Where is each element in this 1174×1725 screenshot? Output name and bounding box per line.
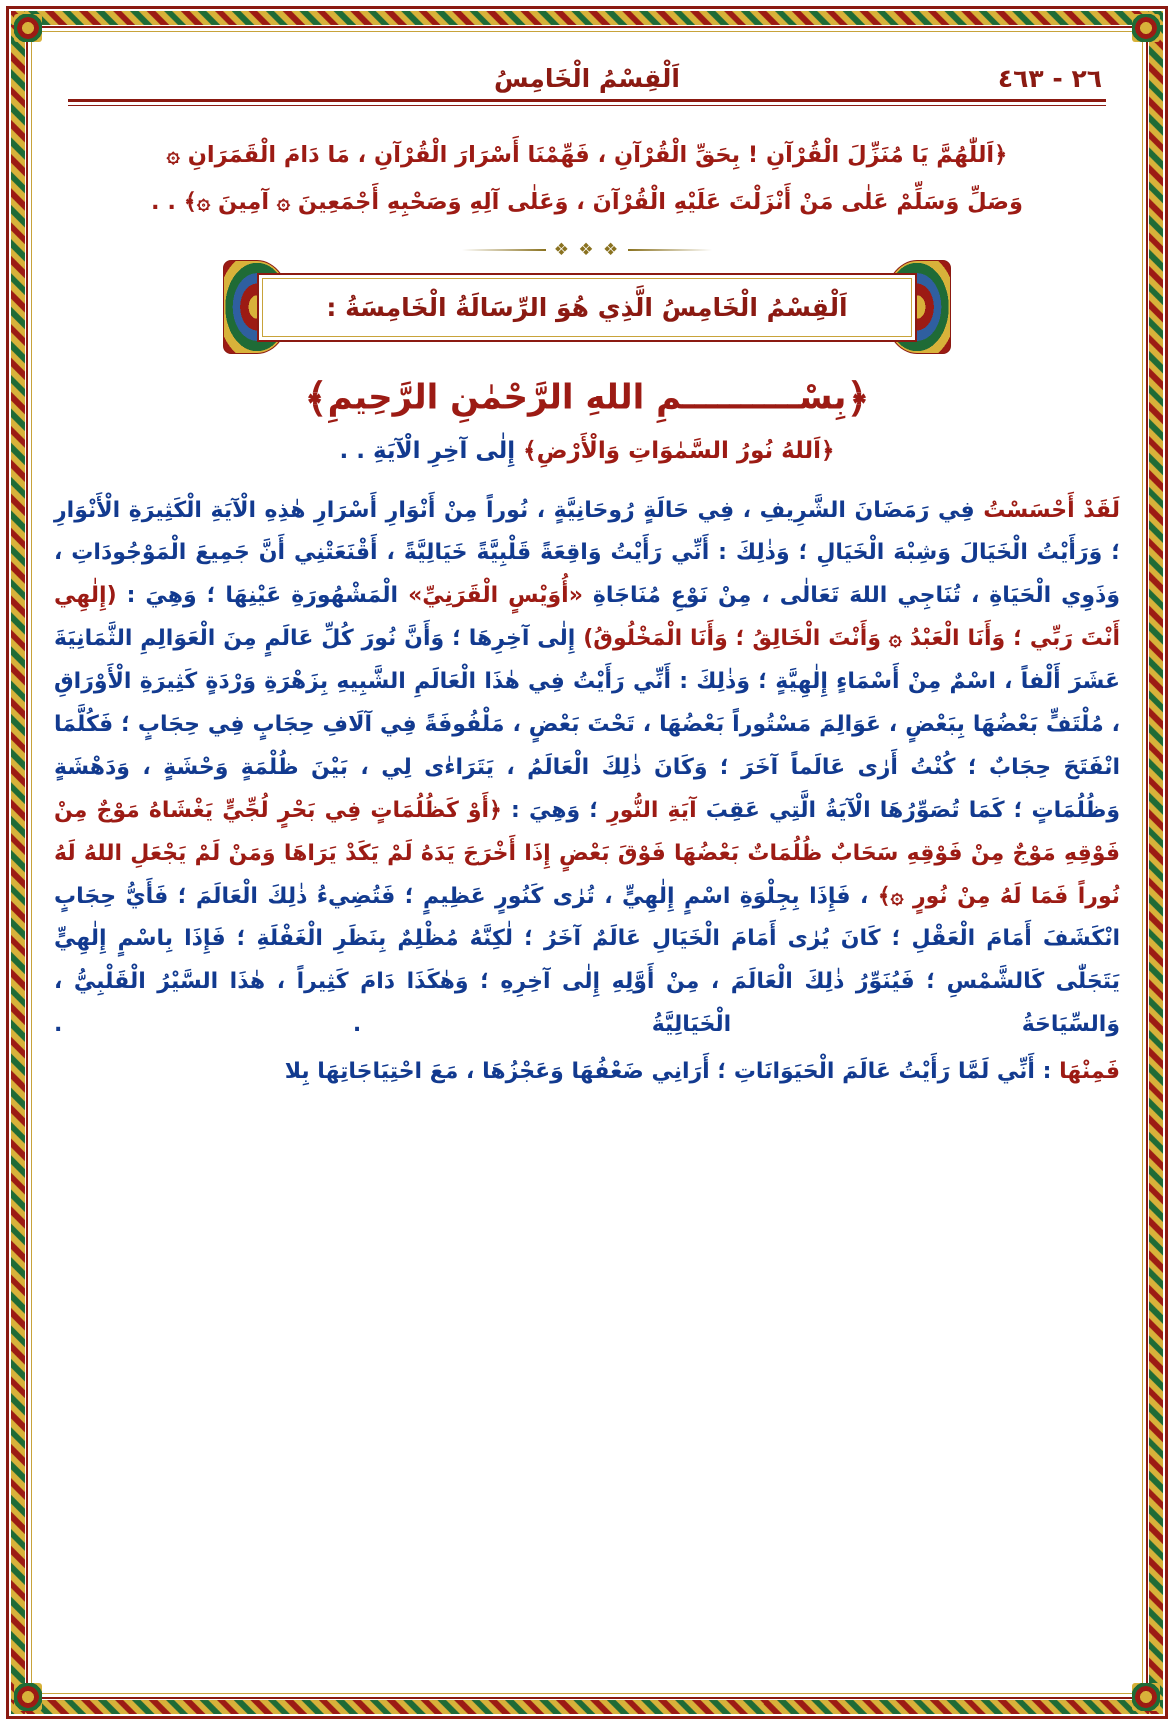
corner-rosette-icon (1132, 14, 1160, 42)
basmala (48, 376, 1126, 422)
page-number: ٢٦ - ٤٦٣ (997, 64, 1102, 93)
paragraph-4-text: : أَنِّي لَمَّا رَأَيْتُ عَالَمَ الْحَيَوَانَاتِ ؛ أَرَانِي ضَعْفُهَا وَعَجْزُهَا ، مَعَ احْتِيَاجَاتِهَا بِلا (284, 1059, 1060, 1085)
quran-quotation: ﴿أَوْ كَظُلُمَاتٍ فِي بَحْرٍ لُجِّيٍّ يَغْشَاهُ مَوْجٌ مِنْ فَوْقِهِ مَوْجٌ مِنْ فَوْقِهِ سَحَابٌ ظُلُمَاتٌ بَعْضُهَا فَوْقَ بَعْضٍ إِذَا أَخْرَجَ يَدَهُ لَمْ يَكَدْ يَرَاهَا وَمَنْ لَمْ يَجْعَلِ اللهُ لَهُ نُوراً فَمَا لَهُ مِنْ نُورٍ ۞﴾ (54, 797, 1121, 909)
ornamental-divider-icon: ❖ ❖ ❖ (462, 241, 712, 259)
basmala-flourish-left-icon: ﴾ (304, 375, 328, 422)
header-divider-thin (68, 105, 1106, 106)
supplication-line-1: ﴿اَللّٰهُمَّ يَا مُنَزِّلَ الْقُرْآنِ ! بِحَقِّ الْقُرْآنِ ، فَهِّمْنَا أَسْرَارَ الْقُرْآنِ ، مَا دَامَ الْقَمَرَانِ ۞ (166, 142, 1008, 168)
ayah-heading (48, 438, 1126, 464)
paragraph-4 (54, 1051, 1120, 1094)
paragraph-1-highlight-uways: «أُوَيْسٍ الْقَرَنِيِّ» (408, 583, 583, 609)
paragraph-1-lead: لَقَدْ أَحْسَسْتُ (983, 497, 1121, 523)
paragraph-1-continuation: إِلٰى آخِرِهَا ؛ وَأَنَّ نُورَ كُلِّ عَالَمٍ مِنَ الْعَوَالِمِ الثَّمَانِيَةَ عَشَرَ أَلْفاً ، اسْمٌ مِنْ أَسْمَاءٍ إِلٰهِيَّةٍ ؛ وَذٰلِكَ : أَنِّي رَأَيْتُ فِي هٰذَا الْعَالَمِ الشَّبِيهِ بِزَهْرَةِ وَرْدَةٍ كَثِيرَةِ الْأَوْرَاقِ ، مُلْتَفٍّ بَعْضُهَا بِبَعْضٍ ، عَوَالِمَ مَسْتُوراً بَعْضُهَا ، تَحْتَ بَعْضٍ ، مَلْفُوفَةً فِي آلَافِ حِجَابٍ فِي حِجَابٍ ؛ فَكُلَّمَا انْفَتَحَ حِجَابٌ ؛ كُنْتُ أَرٰى عَالَماً آخَرَ ؛ وَكَانَ ذٰلِكَ الْعَالَمُ ، يَتَرَاءٰى لِي ، بَيْنَ ظُلْمَةٍ وَحْشَةٍ ، وَدَهْشَةٍ وَظُلُمَاتٍ ؛ كَمَا تُصَوِّرُهَا الْآيَةُ الَّتِي عَقِبَ (54, 626, 1121, 823)
ayat-an-nur-reference: آيَةِ النُّورِ (607, 797, 697, 823)
page-title: اَلْقِسْمُ الْخَامِسُ (494, 64, 680, 93)
section-title-block (257, 273, 917, 342)
corner-rosette-icon (14, 14, 42, 42)
ayah-continuation: إِلٰى آخِرِ الْآيَةِ . . (339, 437, 516, 464)
basmala-flourish-right-icon: ﴿ (846, 375, 870, 422)
paragraph-1-tail: ؛ وَهِيَ : (501, 797, 608, 823)
page-header (48, 54, 1126, 93)
paragraph-1-munajat-quote: (إِلٰهِي أَنْتَ رَبِّي ؛ وَأَنَا الْعَبْدُ ۞ وَأَنْتَ الْخَالِقُ ؛ وَأَنَا الْمَخْلُوقُ) (54, 583, 1120, 652)
ayah-text: ﴿اَللهُ نُورُ السَّمٰوَاتِ وَالْأَرْضِ﴾ (523, 437, 835, 464)
header-divider (68, 99, 1106, 102)
page-content (48, 54, 1126, 1677)
paragraph-1-text: فِي رَمَضَانَ الشَّرِيفِ ، فِي حَالَةٍ رُوحَانِيَّةٍ ، نُوراً مِنْ أَنْوَارِ أَسْرَارِ هٰذِهِ الْآيَةِ الْكَثِيرَةِ الْأَنْوَارِ ؛ وَرَأَيْتُ الْخَيَالَ وَشِبْهَ الْخَيَالِ ؛ وَذٰلِكَ : أَنِّي رَأَيْتُ وَاقِعَةً قَلْبِيَّةً خَيَالِيَّةً ، أَقْنَعَتْنِي أَنَّ جَمِيعَ الْمَوْجُودَاتِ ، وَذَوِي الْحَيَاةِ ، تُنَاجِي اللهَ تَعَالٰى ، مِنْ نَوْعِ مُنَاجَاةِ (54, 497, 1120, 609)
paragraph-3-text: ، فَإِذَا بِجِلْوَةِ اسْمٍ إِلٰهِيٍّ ، تُرٰى كَنُورٍ عَظِيمٍ ؛ فَتُضِيءُ ذٰلِكَ الْعَالَمَ ؛ فَأَيُّ حِجَابٍ انْكَشَفَ أَمَامَ الْعَقْلِ ؛ كَانَ يُرٰى أَمَامَ الْخَيَالِ عَالَمٌ آخَرُ ؛ لٰكِنَّهُ مُظْلِمٌ بِنَظَرِ الْغَفْلَةِ ؛ فَإِذَا بِاسْمٍ إِلٰهِيٍّ يَتَجَلّٰى كَالشَّمْسِ ؛ فَيُنَوِّرُ ذٰلِكَ الْعَالَمَ ، مِنْ أَوَّلِهِ إِلٰى آخِرِهِ ؛ وَهٰكَذَا دَامَ كَثِيراً ، هٰذَا السَّيْرُ الْقَلْبِيُّ ، وَالسِّيَاحَةُ الْخَيَالِيَّةُ . . (54, 883, 1120, 1038)
paragraph-4-lead: فَمِنْهَا (1059, 1059, 1120, 1085)
paragraph-1 (54, 490, 1120, 1048)
basmala-text: بِسْــــــــــمِ اللهِ الرَّحْمٰنِ الرَّحِيمِ (327, 377, 847, 417)
opening-supplication (66, 132, 1108, 227)
section-title: اَلْقِسْمُ الْخَامِسُ الَّذِي هُوَ الرِّسَالَةُ الْخَامِسَةُ : (257, 273, 917, 342)
body-text (54, 490, 1120, 1094)
supplication-line-2: وَصَلِّ وَسَلِّمْ عَلٰى مَنْ أَنْزَلْتَ عَلَيْهِ الْقُرْآنَ ، وَعَلٰى آلِهِ وَصَحْبِهِ أَجْمَعِينَ ۞ آمِينَ ۞﴾ . . (151, 189, 1023, 216)
paragraph-1-middle: الْمَشْهُورَةِ عَيْنِهَا ؛ وَهِيَ : (116, 583, 409, 609)
